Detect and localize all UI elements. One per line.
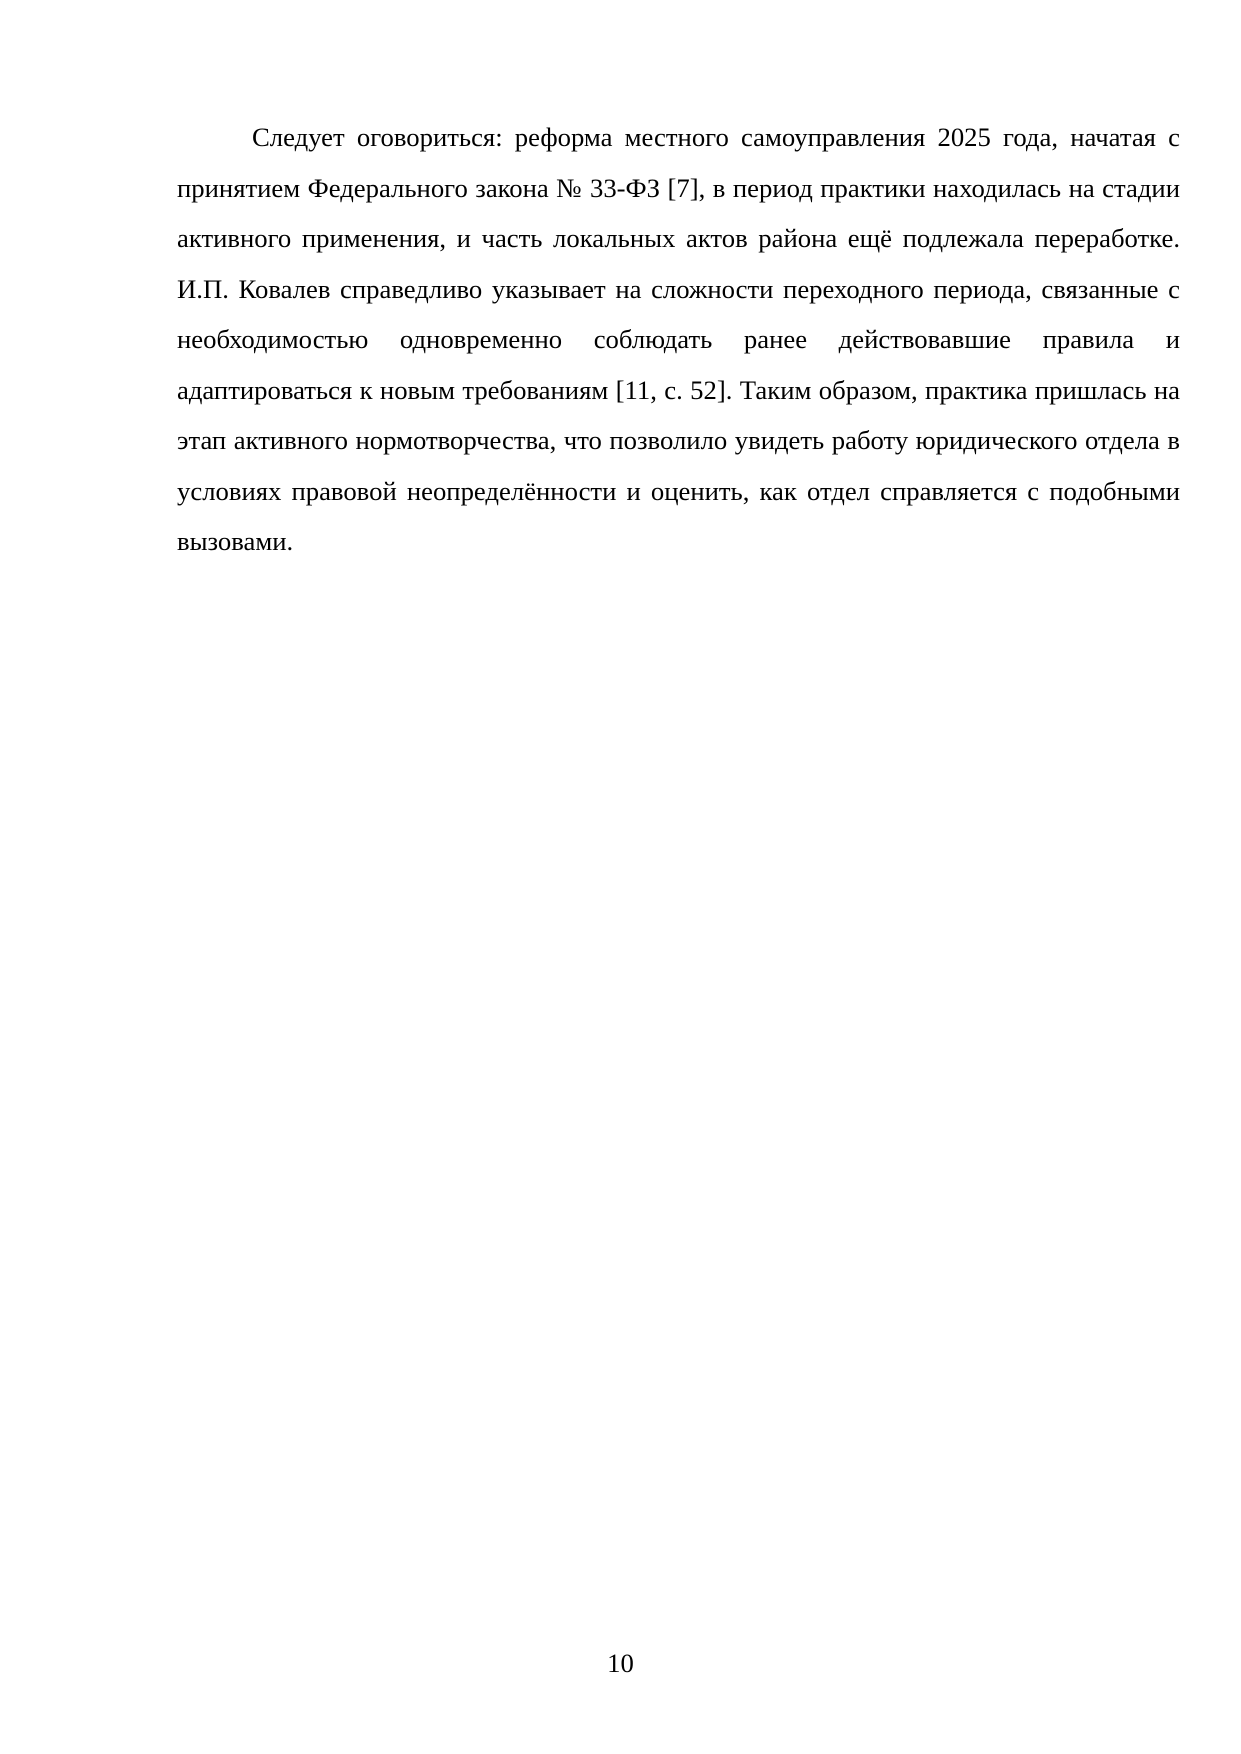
page-number: 10 <box>607 1648 634 1678</box>
body-paragraph: Следует оговориться: реформа местного самоуправления 2025 года, начатая с принятием Федерального закона № 33-ФЗ [7], в период практики находилась на стадии активного применения, и часть локальных актов района ещё подлежала переработке. И.П. Ковалев справедливо указывает на сложности переходного периода, связанные с необходимостью одновременно соблюдать ранее действовавшие правила и адаптироваться к новым требованиям [11, с. 52]. Таким образом, практика пришлась на этап активного нормотворчества, что позволило увидеть работу юридического отдела в условиях правовой неопределённости и оценить, как отдел справляется с подобными вызовами. <box>177 122 1180 556</box>
